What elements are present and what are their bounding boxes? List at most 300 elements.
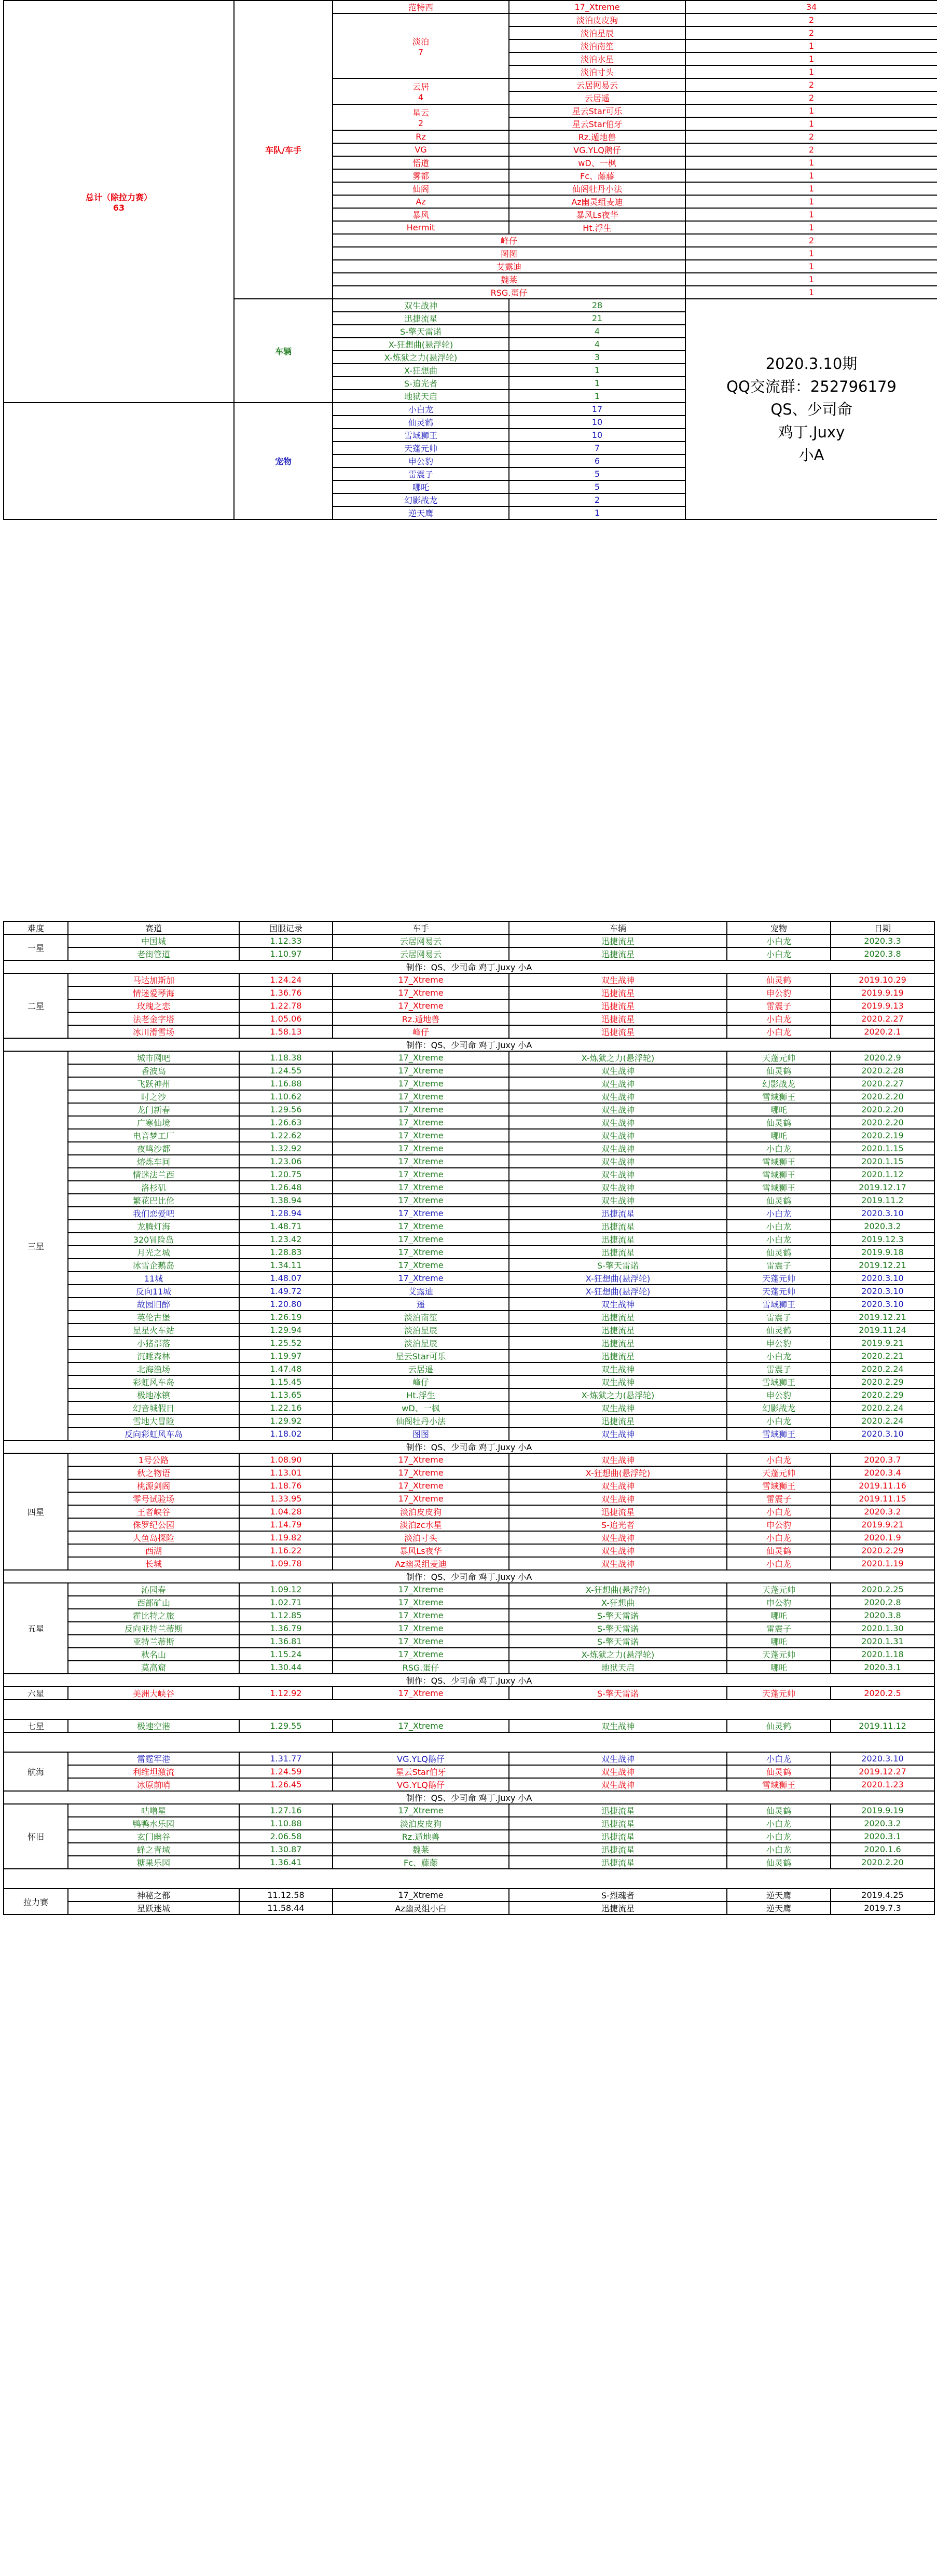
- vehicle-name: 迅捷流星: [509, 1233, 727, 1246]
- driver-name: 17_Xtreme: [333, 1889, 509, 1902]
- record-time: 1.18.02: [239, 1427, 333, 1440]
- record-date: 2020.1.31: [831, 1635, 934, 1648]
- record-row: [4, 1337, 934, 1349]
- record-row: [4, 1155, 934, 1168]
- vehicle-name: 双生战神: [509, 1427, 727, 1440]
- record-row: [4, 1298, 934, 1311]
- pet-name: 幻影战龙: [333, 493, 509, 506]
- vehicle-count: 3: [509, 351, 685, 364]
- track-name: 香波岛: [68, 1064, 239, 1077]
- vehicle-name: 迅捷流星: [509, 1804, 727, 1817]
- track-name: 龙腾灯海: [68, 1220, 239, 1233]
- driver-count: 1: [685, 52, 937, 65]
- driver-name: Az幽灵组麦迪: [509, 195, 685, 208]
- record-date: 2019.11.2: [831, 1194, 934, 1207]
- pet-name: 申公豹: [727, 1337, 831, 1349]
- driver-name: 17_Xtreme: [333, 1207, 509, 1220]
- record-time: 1.22.62: [239, 1129, 333, 1142]
- driver-count: 1: [685, 65, 937, 78]
- record-date: 2020.3.1: [831, 1661, 934, 1674]
- record-date: 2020.3.7: [831, 1453, 934, 1466]
- track-name: 彩虹风车岛: [68, 1375, 239, 1388]
- record-date: 2019.12.21: [831, 1311, 934, 1324]
- driver-name: 17_Xtreme: [333, 1466, 509, 1479]
- track-name: 桃源剑阁: [68, 1479, 239, 1492]
- vehicle-name: X-狂想曲(悬浮轮): [509, 1583, 727, 1596]
- record-row: [4, 1661, 934, 1674]
- record-date: 2020.2.27: [831, 1012, 934, 1025]
- team-name: 暴风: [412, 210, 429, 220]
- record-row: [4, 1285, 934, 1298]
- spacer-row: [4, 1732, 934, 1752]
- vehicle-name: 迅捷流星: [509, 1414, 727, 1427]
- driver-name: 淡泊星辰: [333, 1324, 509, 1337]
- record-date: 2020.3.2: [831, 1817, 934, 1830]
- pet-count: 6: [509, 454, 685, 467]
- driver-name: Az幽灵组小白: [333, 1902, 509, 1914]
- info-line: 小A: [798, 446, 824, 464]
- record-row: [4, 986, 934, 999]
- column-header: 国服记录: [239, 921, 333, 934]
- record-time: 1.13.65: [239, 1388, 333, 1401]
- driver-name: 淡泊皮皮狗: [509, 13, 685, 26]
- pet-name: 逆天鹰: [727, 1889, 831, 1902]
- pet-name: 小白龙: [333, 403, 509, 416]
- record-row: [4, 1752, 934, 1765]
- vehicle-name: 双生战神: [509, 1142, 727, 1155]
- column-header: 车辆: [509, 921, 727, 934]
- pet-name: 仙灵鹤: [727, 1804, 831, 1817]
- column-header: 赛道: [68, 921, 239, 934]
- record-date: 2020.3.10: [831, 1427, 934, 1440]
- vehicle-count: 28: [509, 299, 685, 312]
- record-time: 1.15.45: [239, 1375, 333, 1388]
- vehicle-count: 1: [509, 377, 685, 390]
- pet-name: 仙灵鹤: [727, 1765, 831, 1778]
- driver-name: 淡泊皮皮狗: [333, 1817, 509, 1830]
- track-name: 城市网吧: [68, 1051, 239, 1064]
- record-row: [4, 934, 934, 947]
- record-time: 1.10.97: [239, 947, 333, 960]
- driver-name: Fc、藤藤: [333, 1856, 509, 1869]
- driver-count: 2: [685, 143, 937, 156]
- pet-name: 小白龙: [727, 1233, 831, 1246]
- vehicle-name: 双生战神: [509, 1453, 727, 1466]
- column-header: 宠物: [727, 921, 831, 934]
- driver-name: Ht.浮生: [333, 1388, 509, 1401]
- record-row: [4, 1220, 934, 1233]
- vehicle-name: 迅捷流星: [333, 312, 509, 325]
- record-date: 2019.9.13: [831, 999, 934, 1012]
- pet-name: 雷震子: [727, 1259, 831, 1272]
- vehicle-name: S-擎天雷诺: [333, 325, 509, 338]
- driver-name: 暴风Ls夜华: [333, 1544, 509, 1557]
- driver-name: 云居遥: [509, 91, 685, 104]
- record-row: [4, 1362, 934, 1375]
- track-name: 夜鸣沙都: [68, 1142, 239, 1155]
- info-line: 2020.3.10期: [765, 354, 858, 373]
- record-date: 2020.2.24: [831, 1414, 934, 1427]
- record-date: 2020.2.5: [831, 1687, 934, 1700]
- driver-name: 淡泊寸头: [509, 65, 685, 78]
- pet-name: 雷震子: [727, 1311, 831, 1324]
- difficulty-cell: 四星: [4, 1453, 68, 1570]
- driver-name: 艾露迪: [333, 1285, 509, 1298]
- driver-name: 峰仔: [333, 234, 685, 247]
- vehicle-count: 21: [509, 312, 685, 325]
- team-cell: [333, 1, 509, 13]
- record-time: 1.29.94: [239, 1324, 333, 1337]
- driver-name: 云居网易云: [333, 934, 509, 947]
- vehicle-name: 迅捷流星: [509, 1311, 727, 1324]
- record-row: [4, 1077, 934, 1090]
- driver-name: Rz.遁地兽: [333, 1830, 509, 1843]
- track-name: 冰原前哨: [68, 1778, 239, 1791]
- vehicle-name: 双生战神: [509, 1765, 727, 1778]
- pet-name: 雪域狮王: [727, 1375, 831, 1388]
- summary-table: [3, 0, 937, 520]
- pet-name: 仙灵鹤: [727, 1116, 831, 1129]
- pet-name: 小白龙: [727, 1830, 831, 1843]
- vehicle-name: X-狂想曲: [509, 1596, 727, 1609]
- driver-count: 1: [685, 39, 937, 52]
- driver-name: 仙阁牡丹小法: [509, 182, 685, 195]
- record-row: [4, 1233, 934, 1246]
- pets-category: 宠物: [234, 403, 333, 519]
- record-time: 1.04.28: [239, 1505, 333, 1518]
- track-name: 霍比特之旅: [68, 1609, 239, 1622]
- track-name: 人鱼岛探险: [68, 1531, 239, 1544]
- record-time: 1.22.16: [239, 1401, 333, 1414]
- track-name: 320冒险岛: [68, 1233, 239, 1246]
- record-row: [4, 1051, 934, 1064]
- team-count: 7: [418, 47, 424, 57]
- driver-name: 17_Xtreme: [509, 1, 685, 13]
- record-row: [4, 1116, 934, 1129]
- record-row: [4, 1609, 934, 1622]
- driver-name: 17_Xtreme: [333, 1635, 509, 1648]
- track-name: 情迷爱琴海: [68, 986, 239, 999]
- team-cell: [333, 104, 509, 130]
- driver-name: 峰仔: [333, 1025, 509, 1038]
- record-date: 2019.11.15: [831, 1492, 934, 1505]
- record-time: 1.18.38: [239, 1051, 333, 1064]
- pet-name: 仙灵鹤: [727, 1324, 831, 1337]
- track-name: 极速空港: [68, 1719, 239, 1732]
- record-row: [4, 1804, 934, 1817]
- record-row: [4, 1596, 934, 1609]
- team-cell: [333, 156, 509, 169]
- driver-name: 17_Xtreme: [333, 1622, 509, 1635]
- difficulty-cell: 五星: [4, 1583, 68, 1674]
- record-date: 2020.2.25: [831, 1583, 934, 1596]
- track-name: 老街管道: [68, 947, 239, 960]
- track-name: 西部矿山: [68, 1596, 239, 1609]
- record-date: 2019.12.17: [831, 1181, 934, 1194]
- record-time: 1.31.77: [239, 1752, 333, 1765]
- credit-row: [4, 1570, 934, 1583]
- pet-count: 5: [509, 467, 685, 480]
- vehicle-name: S-擎天雷诺: [509, 1609, 727, 1622]
- driver-count: 34: [685, 1, 937, 13]
- record-time: 1.36.41: [239, 1856, 333, 1869]
- record-row: [4, 1181, 934, 1194]
- record-date: 2019.4.25: [831, 1889, 934, 1902]
- track-name: 洛杉矶: [68, 1181, 239, 1194]
- vehicle-count: 1: [509, 390, 685, 403]
- pet-name: 逆天鹰: [727, 1902, 831, 1914]
- spacer-row: [4, 1700, 934, 1719]
- team-cell: [333, 130, 509, 143]
- team-name: 星云: [412, 108, 429, 118]
- vehicle-name: 双生战神: [509, 1168, 727, 1181]
- vehicle-name: 迅捷流星: [509, 1012, 727, 1025]
- record-date: 2020.3.2: [831, 1220, 934, 1233]
- record-time: 1.05.06: [239, 1012, 333, 1025]
- record-row: [4, 1142, 934, 1155]
- record-row: [4, 1453, 934, 1466]
- credit-row: [4, 1674, 934, 1687]
- record-time: 1.19.82: [239, 1531, 333, 1544]
- record-time: 1.16.22: [239, 1544, 333, 1557]
- pet-name: 雪域狮王: [727, 1090, 831, 1103]
- track-name: 北海渔场: [68, 1362, 239, 1375]
- pet-name: 雪域狮王: [333, 429, 509, 442]
- record-date: 2019.11.12: [831, 1719, 934, 1732]
- record-date: 2020.1.23: [831, 1778, 934, 1791]
- driver-name: 遥: [333, 1298, 509, 1311]
- driver-name: 17_Xtreme: [333, 1453, 509, 1466]
- driver-name: 17_Xtreme: [333, 1142, 509, 1155]
- pet-name: 仙灵鹤: [727, 1856, 831, 1869]
- driver-name: 17_Xtreme: [333, 1103, 509, 1116]
- record-time: 1.22.78: [239, 999, 333, 1012]
- pet-name: 小白龙: [727, 1817, 831, 1830]
- record-date: 2020.2.24: [831, 1401, 934, 1414]
- record-row: [4, 1025, 934, 1038]
- header-row: [4, 921, 934, 934]
- vehicle-name: 迅捷流星: [509, 1246, 727, 1259]
- record-time: 1.36.79: [239, 1622, 333, 1635]
- record-date: 2020.1.12: [831, 1168, 934, 1181]
- driver-name: 17_Xtreme: [333, 1479, 509, 1492]
- record-time: 1.48.07: [239, 1272, 333, 1285]
- difficulty-cell: 三星: [4, 1051, 68, 1440]
- pet-name: 小白龙: [727, 1557, 831, 1570]
- pet-name: 天蓬元帅: [727, 1272, 831, 1285]
- record-row: [4, 1064, 934, 1077]
- pet-name: 仙灵鹤: [727, 1544, 831, 1557]
- driver-count: 2: [685, 13, 937, 26]
- pet-name: 小白龙: [727, 1505, 831, 1518]
- track-name: 11城: [68, 1272, 239, 1285]
- record-date: 2020.1.19: [831, 1557, 934, 1570]
- track-name: 广寒仙境: [68, 1116, 239, 1129]
- team-name: Az: [416, 197, 426, 206]
- driver-name: Fc、藤藤: [509, 169, 685, 182]
- difficulty-cell: 怀旧: [4, 1804, 68, 1869]
- pet-name: 天蓬元帅: [727, 1466, 831, 1479]
- record-time: 1.20.80: [239, 1298, 333, 1311]
- track-name: 沉睡森林: [68, 1349, 239, 1362]
- record-row: [4, 1324, 934, 1337]
- team-cell: [333, 78, 509, 104]
- record-row: [4, 1259, 934, 1272]
- pet-count: 17: [509, 403, 685, 416]
- info-cell: [685, 299, 937, 519]
- driver-name: 魏莱: [333, 1843, 509, 1856]
- record-date: 2020.1.6: [831, 1843, 934, 1856]
- team-name: 范特西: [408, 3, 433, 12]
- team-count: 2: [418, 118, 424, 128]
- record-row: [4, 947, 934, 960]
- record-time: 1.20.75: [239, 1168, 333, 1181]
- difficulty-cell: 二星: [4, 973, 68, 1038]
- team-name: Hermit: [406, 223, 435, 232]
- driver-name: 17_Xtreme: [333, 1804, 509, 1817]
- track-name: 我们恋爱吧: [68, 1207, 239, 1220]
- record-row: [4, 1889, 934, 1902]
- record-time: 1.24.55: [239, 1064, 333, 1077]
- driver-count: 2: [685, 91, 937, 104]
- credit-text: 制作：QS、少司命 鸡丁.Juxy 小A: [4, 1038, 934, 1051]
- record-row: [4, 1817, 934, 1830]
- team-name: 悟道: [412, 158, 429, 168]
- driver-name: 峰仔: [333, 1375, 509, 1388]
- record-date: 2020.1.15: [831, 1155, 934, 1168]
- pet-name: 雷震子: [727, 1492, 831, 1505]
- pet-name: 天蓬元帅: [727, 1648, 831, 1661]
- record-date: 2020.2.20: [831, 1116, 934, 1129]
- track-name: 冰雪企鹅岛: [68, 1259, 239, 1272]
- driver-name: Rz.遁地兽: [333, 1012, 509, 1025]
- pet-name: 雷震子: [727, 999, 831, 1012]
- driver-name: 17_Xtreme: [333, 973, 509, 986]
- spacer-cell: [4, 1732, 934, 1752]
- pet-name: 仙灵鹤: [727, 1246, 831, 1259]
- driver-name: 17_Xtreme: [333, 1233, 509, 1246]
- pet-count: 5: [509, 480, 685, 493]
- record-time: 1.48.71: [239, 1220, 333, 1233]
- driver-name: 17_Xtreme: [333, 1051, 509, 1064]
- vehicle-name: S-擎天雷诺: [509, 1635, 727, 1648]
- record-date: 2019.10.29: [831, 973, 934, 986]
- difficulty-cell: 航海: [4, 1752, 68, 1791]
- record-time: 1.12.33: [239, 934, 333, 947]
- vehicle-name: 双生战神: [509, 1752, 727, 1765]
- spacer-cell: [4, 1869, 934, 1889]
- driver-name: 仙阁牡丹小法: [333, 1414, 509, 1427]
- vehicle-name: 双生战神: [509, 1544, 727, 1557]
- record-date: 2020.3.10: [831, 1285, 934, 1298]
- pet-name: 申公豹: [727, 1518, 831, 1531]
- record-date: 2020.2.29: [831, 1544, 934, 1557]
- record-time: 1.49.72: [239, 1285, 333, 1298]
- vehicle-name: 双生战神: [509, 1778, 727, 1791]
- vehicle-name: 双生战神: [509, 1531, 727, 1544]
- vehicle-name: 地狱天启: [333, 390, 509, 403]
- team-cell: [333, 13, 509, 78]
- pet-name: 仙灵鹤: [727, 1719, 831, 1732]
- team-cell: [333, 221, 509, 234]
- driver-name: 17_Xtreme: [333, 1596, 509, 1609]
- track-name: 英伦古堡: [68, 1311, 239, 1324]
- record-time: 1.25.52: [239, 1337, 333, 1349]
- driver-count: 2: [685, 130, 937, 143]
- record-date: 2020.1.30: [831, 1622, 934, 1635]
- driver-name: Az幽灵组麦迪: [333, 1557, 509, 1570]
- pet-name: 小白龙: [727, 947, 831, 960]
- record-date: 2019.12.3: [831, 1233, 934, 1246]
- driver-name: 魏莱: [333, 273, 685, 286]
- vehicle-name: 迅捷流星: [509, 999, 727, 1012]
- driver-name: 图图: [333, 1427, 509, 1440]
- pet-name: 申公豹: [333, 454, 509, 467]
- driver-count: 2: [685, 26, 937, 39]
- driver-name: 17_Xtreme: [333, 1492, 509, 1505]
- track-name: 莫高窟: [68, 1661, 239, 1674]
- record-row: [4, 1466, 934, 1479]
- records-table: [3, 921, 935, 1915]
- track-name: 中国城: [68, 934, 239, 947]
- record-date: 2020.3.10: [831, 1207, 934, 1220]
- track-name: 秋之物语: [68, 1466, 239, 1479]
- pet-name: 仙灵鹤: [727, 1064, 831, 1077]
- driver-name: 17_Xtreme: [333, 1609, 509, 1622]
- track-name: 零号试验场: [68, 1492, 239, 1505]
- track-name: 咕噜星: [68, 1804, 239, 1817]
- credit-text: 制作：QS、少司命 鸡丁.Juxy 小A: [4, 1570, 934, 1583]
- pet-name: 小白龙: [727, 1349, 831, 1362]
- credit-text: 制作：QS、少司命 鸡丁.Juxy 小A: [4, 960, 934, 973]
- track-name: 故园旧醉: [68, 1298, 239, 1311]
- vehicle-name: 双生战神: [509, 1155, 727, 1168]
- track-name: 飞跃神州: [68, 1077, 239, 1090]
- total-value: 63: [113, 202, 125, 213]
- pet-name: 哪吒: [727, 1103, 831, 1116]
- driver-name: 17_Xtreme: [333, 1155, 509, 1168]
- vehicle-name: X-炼狱之力(悬浮轮): [509, 1051, 727, 1064]
- pet-name: 幻影战龙: [727, 1077, 831, 1090]
- record-time: 1.47.48: [239, 1362, 333, 1375]
- driver-name: VG.YLQ鹅仔: [333, 1752, 509, 1765]
- team-cell: [333, 143, 509, 156]
- driver-count: 1: [685, 286, 937, 299]
- pet-name: 申公豹: [727, 1596, 831, 1609]
- driver-name: wD、一枫: [333, 1401, 509, 1414]
- pet-name: 天蓬元帅: [727, 1687, 831, 1700]
- record-row: [4, 1311, 934, 1324]
- info-line: QS、少司命: [770, 400, 852, 418]
- record-date: 2020.2.21: [831, 1349, 934, 1362]
- record-row: [4, 1719, 934, 1732]
- team-count: 4: [418, 92, 424, 102]
- record-date: 2020.3.10: [831, 1272, 934, 1285]
- vehicle-name: 迅捷流星: [509, 1349, 727, 1362]
- vehicle-name: 迅捷流星: [509, 1830, 727, 1843]
- pet-name: 雪域狮王: [727, 1155, 831, 1168]
- vehicle-name: 双生战神: [509, 1375, 727, 1388]
- driver-name: 17_Xtreme: [333, 986, 509, 999]
- record-time: 1.36.81: [239, 1635, 333, 1648]
- record-time: 1.12.92: [239, 1687, 333, 1700]
- pet-name: 仙灵鹤: [727, 973, 831, 986]
- pet-name: 雪域狮王: [727, 1479, 831, 1492]
- track-name: 反向亚特兰蒂斯: [68, 1622, 239, 1635]
- record-date: 2019.7.3: [831, 1902, 934, 1914]
- vehicle-name: S-追光者: [509, 1518, 727, 1531]
- record-time: 1.23.42: [239, 1233, 333, 1246]
